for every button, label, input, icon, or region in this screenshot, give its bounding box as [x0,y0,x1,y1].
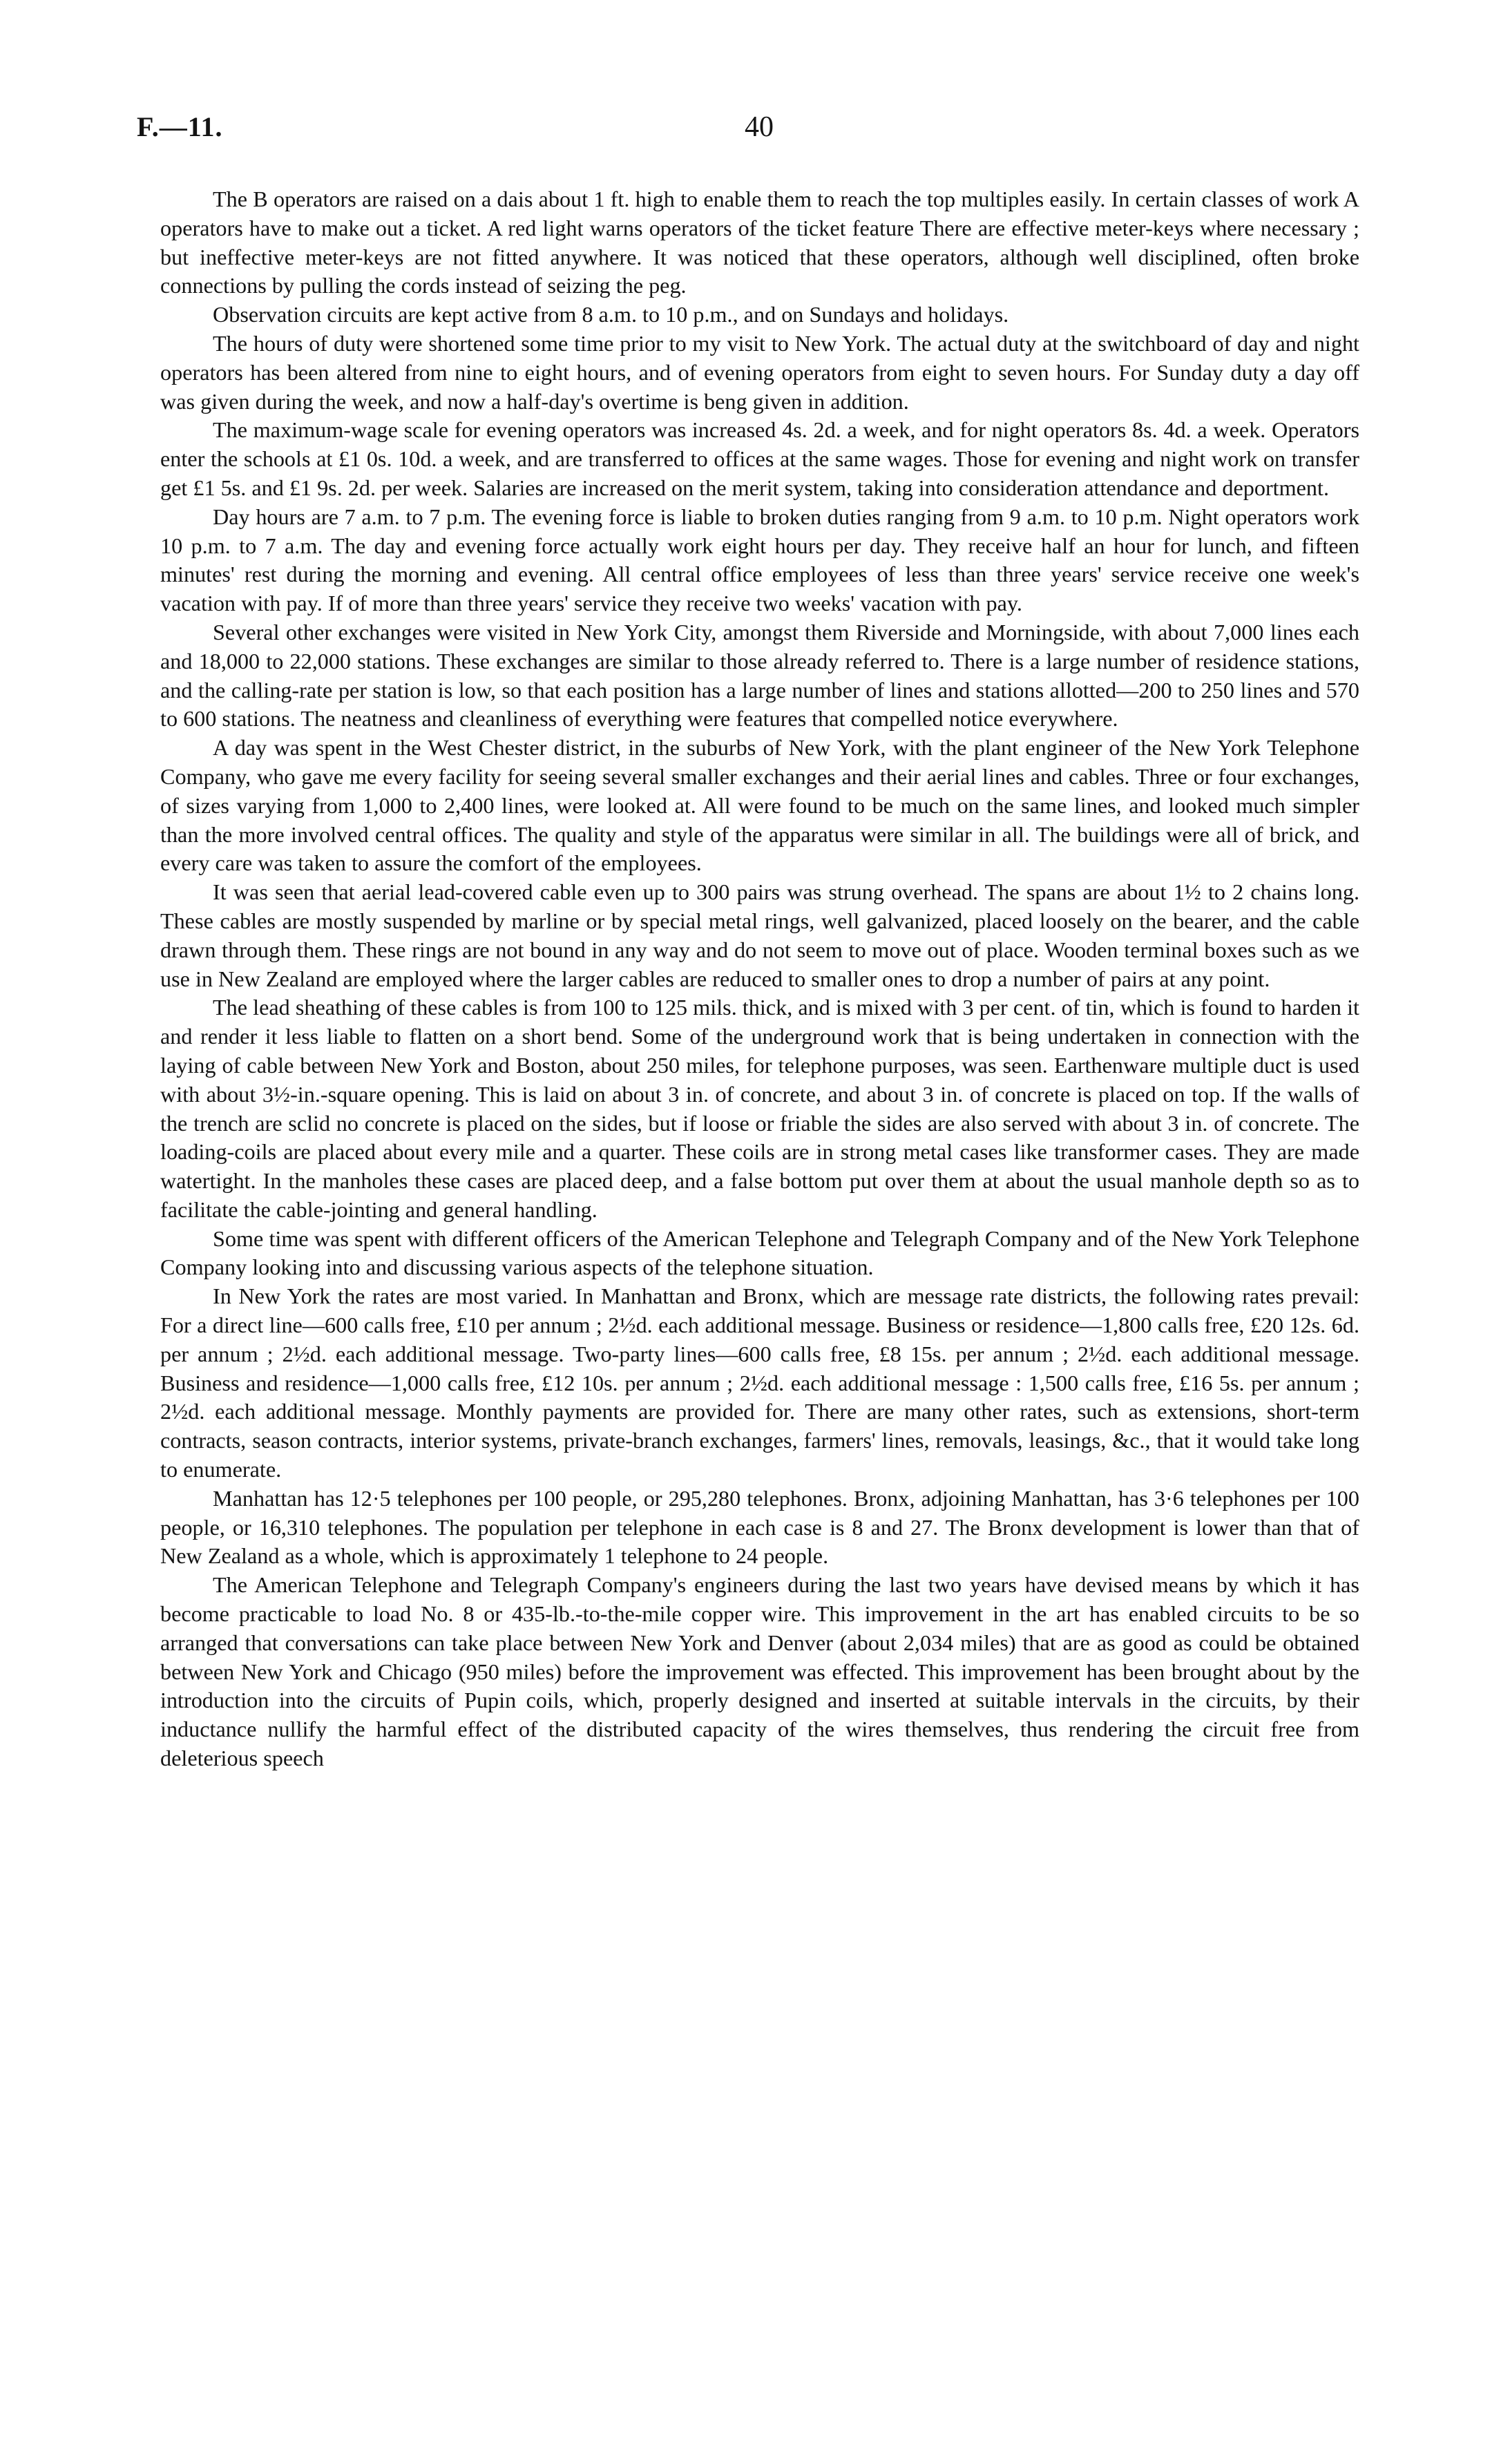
paragraph-rates: In New York the rates are most varied. In Manhattan and Bronx, which are message rate districts, the following rates prevail: For a direct line—600 calls free, £10 per annum ; 2½d. each additional message. Business or residence—1,800 calls free, £20 12s. 6d. per annum ; 2½d. each additional message. Two-party lines—600 calls free, £8 15s. per annum ; 2½d. each additional message. Business and residence—1,000 calls free, £12 10s. per annum ; 2½d. each additional message : 1,500 calls free, £16 5s. per annum ; 2½d. each additional message. Monthly payments are provided for. There are many other rates, such as extensions, short-term contracts, season contracts, interior systems, private-branch exchanges, farmers' lines, removals, leasings, &c., that it would take long to enumerate. [160,1283,1359,1482]
page-header [137,111,1366,152]
paragraph-manhattan-bronx: Manhattan has 12·5 telephones per 100 people, or 295,280 telephones. Bronx, adjoining Manhattan, has 3·6 telephones per 100 people, or 16,310 telephones. The population per telephone in each case is 8 and 27. The Bronx development is lower than that of New Zealand as a whole, which is approximately 1 telephone to 24 people. [160,1485,1359,1569]
document-reference: F.—11. [137,111,223,142]
page-number: 40 [745,111,774,143]
paragraph-hours-of-duty: The hours of duty were shortened some time prior to my visit to New York. The actual duty at the switchboard of day and night operators has been altered from nine to eight hours, and of evening operators from eight to seven hours. For Sunday duty a day off was given during the week, and now a half-day's overtime is beng given in addition. [160,330,1359,414]
paragraph-company-officers: Some time was spent with different officers of the American Telephone and Telegraph Company and of the New York Telephone Company looking into and discussing various aspects of the telephone situation. [160,1225,1359,1280]
body-text [160,185,1359,1773]
paragraph-pupin-coils: The American Telephone and Telegraph Company's engineers during the last two years have devised means by which it has become practicable to load No. 8 or 435-lb.-to-the-mile copper wire. This improvement in the art has enabled circuits to be so arranged that conversations can take place between New York and Denver (about 2,034 miles) that are as good as could be obtained between New York and Chicago (950 miles) before the improvement was effected. This improvement has been brought about by the introduction into the circuits of Pupin coils, which, properly designed and inserted at suitable intervals in the circuits, by their inductance nullify the harmful effect of the distributed capacity of the wires themselves, thus rendering the circuit free from deleterious speech [160,1572,1359,1771]
paragraph-day-hours: Day hours are 7 a.m. to 7 p.m. The evening force is liable to broken duties ranging from 9 a.m. to 10 p.m. Night operators work 10 p.m. to 7 a.m. The day and evening force actually work eight hours per day. They receive half an hour for lunch, and fifteen minutes' rest during the morning and evening. All central office employees of less than three years' service receive one week's vacation with pay. If of more than three years' service they receive two weeks' vacation with pay. [160,504,1359,616]
paragraph-west-chester: A day was spent in the West Chester district, in the suburbs of New York, with the plant engineer of the New York Telephone Company, who gave me every facility for seeing several smaller exchanges and their aerial lines and cables. Three or four exchanges, of sizes varying from 1,000 to 2,400 lines, were looked at. All were found to be much on the same lines, and looked much simpler than the more involved central offices. The quality and style of the apparatus were similar in all. The buildings were all of brick, and every care was taken to assure the comfort of the employees. [160,735,1359,876]
paragraph-aerial-cable: It was seen that aerial lead-covered cable even up to 300 pairs was strung overhead. The spans are about 1½ to 2 chains long. These cables are mostly suspended by marline or by special metal rings, well galvanized, placed loosely on the bearer, and the cable drawn through them. These rings are not bound in any way and do not seem to move out of place. Wooden terminal boxes such as we use in New Zealand are employed where the larger cables are reduced to smaller ones to drop a number of pairs at any point. [160,879,1359,991]
paragraph-lead-sheathing: The lead sheathing of these cables is from 100 to 125 mils. thick, and is mixed with 3 per cent. of tin, which is found to harden it and render it less liable to flatten on a short bend. Some of the underground work that is being undertaken in connection with the laying of cable between New York and Boston, about 250 miles, for telephone purposes, was seen. Earthenware multiple duct is used with about 3½-in.-square opening. This is laid on about 3 in. of concrete, and about 3 in. of concrete is placed on top. If the walls of the trench are sclid no concrete is placed on the sides, but if loose or friable the sides are also served with about 3 in. of concrete. The loading-coils are placed about every mile and a quarter. These coils are in strong metal cases like transformer cases. They are made watertight. In the manholes these cases are placed deep, and a false bottom put over them at about the usual manhole depth so as to facilitate the cable-jointing and general handling. [160,995,1359,1222]
paragraph-observation-circuits: Observation circuits are kept active from 8 a.m. to 10 p.m., and on Sundays and holidays. [213,302,1009,327]
paragraph-operators: The B operators are raised on a dais about 1 ft. high to enable them to reach the top multiples easily. In certain classes of work A operators have to make out a ticket. A red light warns operators of the ticket feature There are effective meter-keys where necessary ; but ineffective meter-keys are not fitted anywhere. It was noticed that these operators, although well disciplined, often broke connections by pulling the cords instead of seizing the peg. [160,187,1359,298]
paragraph-other-exchanges: Several other exchanges were visited in New York City, amongst them Riverside and Morningside, with about 7,000 lines each and 18,000 to 22,000 stations. These exchanges are similar to those already referred to. There is a large number of residence stations, and the calling-rate per station is low, so that each position has a large number of lines and stations allotted—200 to 250 lines and 570 to 600 stations. The neatness and cleanliness of everything were features that compelled notice everywhere. [160,619,1359,732]
paragraph-wage-scale: The maximum-wage scale for evening operators was increased 4s. 2d. a week, and for night operators 8s. 4d. a week. Operators enter the schools at £1 0s. 10d. a week, and are transferred to offices at the same wages. Those for evening and night work on transfer get £1 5s. and £1 9s. 2d. per week. Salaries are increased on the merit system, taking into consideration attendance and deportment. [160,417,1359,500]
